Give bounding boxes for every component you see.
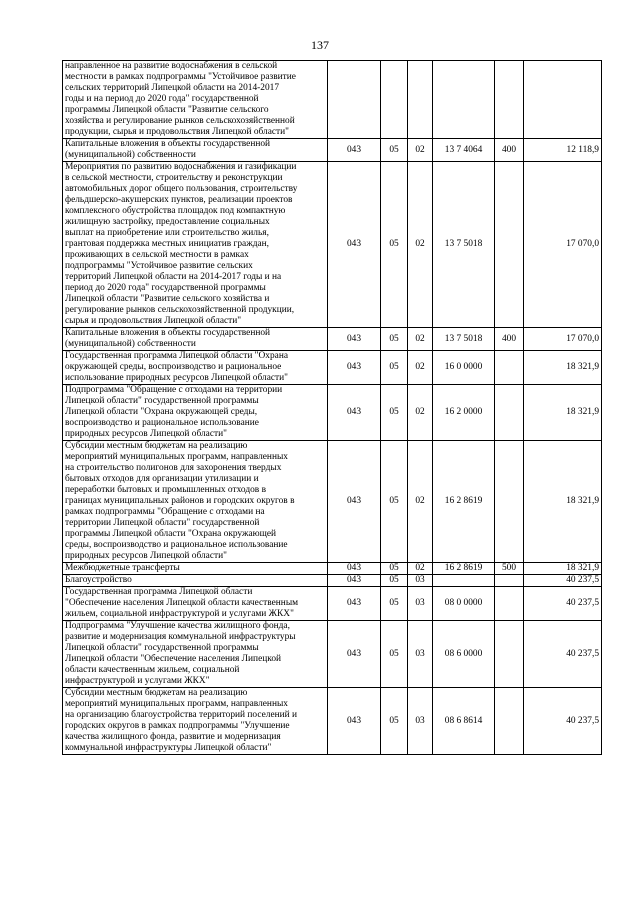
cell-amount: 18 321,9 xyxy=(524,385,602,441)
cell-amount: 40 237,5 xyxy=(524,621,602,688)
description-line: воспроизводство и рациональное использование xyxy=(65,418,259,428)
description-line: период до 2020 года" государственной программы xyxy=(65,283,266,293)
description-line: переработки бытовых и промышленных отходов в xyxy=(65,485,266,495)
description-line: программы Липецкой области "Охрана окружающей xyxy=(65,529,277,539)
description-line: Государственная программа Липецкой области xyxy=(65,587,253,597)
description-line: автомобильных дорог общего пользования, строительству xyxy=(65,184,298,194)
cell-expense-type xyxy=(495,441,524,563)
cell-grbs-code: 043 xyxy=(328,563,381,575)
cell-description xyxy=(63,162,328,328)
table-row xyxy=(63,621,602,688)
description-line: использование природных ресурсов Липецкой области" xyxy=(65,373,288,383)
cell-expense-type xyxy=(495,621,524,688)
cell-description xyxy=(63,587,328,621)
cell-target-article: 13 7 4064 xyxy=(433,139,495,162)
cell-grbs-code: 043 xyxy=(328,385,381,441)
table-row xyxy=(63,351,602,385)
cell-description xyxy=(63,688,328,755)
cell-subsection-code: 03 xyxy=(408,688,433,755)
description-line: природных ресурсов Липецкой области" xyxy=(65,429,227,439)
description-line: сырья и продовольствия Липецкой области" xyxy=(65,316,242,326)
cell-expense-type xyxy=(495,162,524,328)
description-line: "Обеспечение населения Липецкой области качественным xyxy=(65,598,299,608)
description-line: развитие и модернизация коммунальной инфраструктуры xyxy=(65,632,296,642)
description-line: грантовая поддержка местных инициатив граждан, xyxy=(65,239,269,249)
cell-section-code: 05 xyxy=(381,139,408,162)
description-line: хозяйства и регулирование рынков сельскохозяйственной xyxy=(65,116,295,126)
description-line: продукции, сырья и продовольствия Липецкой области" xyxy=(65,127,289,137)
cell-subsection-code: 03 xyxy=(408,621,433,688)
cell-description xyxy=(63,621,328,688)
cell-description xyxy=(63,563,328,575)
cell-amount: 40 237,5 xyxy=(524,587,602,621)
page-number: 137 xyxy=(311,38,329,52)
description-line: мероприятий муниципальных программ, направленных xyxy=(65,699,288,709)
cell-amount: 18 321,9 xyxy=(524,351,602,385)
description-line: Липецкой области" государственной программы xyxy=(65,643,259,653)
cell-grbs-code: 043 xyxy=(328,688,381,755)
description-line: проживающих в сельской местности в рамках xyxy=(65,250,249,260)
description-line: регулирование рынков сельскохозяйственной продукции, xyxy=(65,305,295,315)
description-line: Субсидии местным бюджетам на реализацию xyxy=(65,688,248,698)
cell-expense-type: 400 xyxy=(495,328,524,351)
cell-amount: 40 237,5 xyxy=(524,688,602,755)
cell-target-article xyxy=(433,61,495,139)
cell-target-article: 16 2 8619 xyxy=(433,441,495,563)
cell-target-article xyxy=(433,575,495,587)
description-line: среды, воспроизводство и рациональное использование xyxy=(65,540,288,550)
cell-description xyxy=(63,441,328,563)
description-line: инфраструктурой и услугами ЖКХ" xyxy=(65,676,210,686)
cell-target-article: 08 6 8614 xyxy=(433,688,495,755)
cell-subsection-code: 03 xyxy=(408,575,433,587)
cell-description xyxy=(63,61,328,139)
description-line: Липецкой области "Обеспечение населения Липецкой xyxy=(65,654,282,664)
table-row xyxy=(63,139,602,162)
cell-description xyxy=(63,385,328,441)
cell-amount xyxy=(524,61,602,139)
cell-amount: 18 321,9 xyxy=(524,441,602,563)
cell-grbs-code: 043 xyxy=(328,621,381,688)
cell-subsection-code: 03 xyxy=(408,587,433,621)
cell-expense-type xyxy=(495,575,524,587)
cell-expense-type xyxy=(495,351,524,385)
description-line: программы Липецкой области "Развитие сельского xyxy=(65,105,269,115)
description-line: окружающей среды, воспроизводство и рациональное xyxy=(65,362,282,372)
cell-target-article: 08 0 0000 xyxy=(433,587,495,621)
cell-grbs-code: 043 xyxy=(328,162,381,328)
table-row xyxy=(63,328,602,351)
description-line: границах муниципальных районов и городских округов в xyxy=(65,496,295,506)
description-line: Государственная программа Липецкой области "Охрана xyxy=(65,351,288,361)
cell-description xyxy=(63,139,328,162)
description-line: коммунальной инфраструктуры Липецкой области" xyxy=(65,743,272,753)
description-line: Субсидии местным бюджетам на реализацию xyxy=(65,441,248,451)
description-line: на строительство полигонов для захоронения твердых xyxy=(65,463,282,473)
cell-grbs-code: 043 xyxy=(328,328,381,351)
cell-target-article: 13 7 5018 xyxy=(433,328,495,351)
cell-grbs-code xyxy=(328,61,381,139)
description-line: городских округов в рамках подпрограммы "Улучшение xyxy=(65,721,290,731)
description-line: бытовых отходов для организации утилизации и xyxy=(65,474,259,484)
table-row xyxy=(63,587,602,621)
description-line: фельдшерско-акушерских пунктов, реализации проектов xyxy=(65,195,293,205)
cell-expense-type: 400 xyxy=(495,139,524,162)
cell-amount: 17 070,0 xyxy=(524,162,602,328)
cell-expense-type xyxy=(495,587,524,621)
cell-subsection-code: 02 xyxy=(408,162,433,328)
description-line: направленное на развитие водоснабжения в сельской xyxy=(65,61,278,71)
cell-section-code xyxy=(381,61,408,139)
cell-amount: 17 070,0 xyxy=(524,328,602,351)
cell-grbs-code: 043 xyxy=(328,441,381,563)
cell-amount: 18 321,9 xyxy=(524,563,602,575)
cell-grbs-code: 043 xyxy=(328,575,381,587)
cell-expense-type xyxy=(495,385,524,441)
cell-subsection-code: 02 xyxy=(408,563,433,575)
cell-grbs-code: 043 xyxy=(328,139,381,162)
cell-target-article: 08 6 0000 xyxy=(433,621,495,688)
table-row xyxy=(63,61,602,139)
description-line: рамках подпрограммы "Обращение с отходами на xyxy=(65,507,265,517)
description-line: выплат на приобретение или строительство жилья, xyxy=(65,228,269,238)
cell-amount: 40 237,5 xyxy=(524,575,602,587)
cell-subsection-code: 02 xyxy=(408,441,433,563)
description-line: жилищную застройку, предоставление социальных xyxy=(65,217,270,227)
cell-target-article: 16 2 8619 xyxy=(433,563,495,575)
description-line: Липецкой области "Охрана окружающей среды, xyxy=(65,407,258,417)
description-line: Липецкой области" государственной программы xyxy=(65,396,259,406)
description-line: сельских территорий Липецкой области на 2014-2017 xyxy=(65,83,280,93)
cell-section-code: 05 xyxy=(381,575,408,587)
table-row xyxy=(63,385,602,441)
cell-section-code: 05 xyxy=(381,441,408,563)
table-row xyxy=(63,162,602,328)
table-row xyxy=(63,688,602,755)
description-line: в сельской местности, строительству и реконструкции xyxy=(65,173,283,183)
description-line: комплексного обустройства площадок под компактную xyxy=(65,206,286,216)
cell-subsection-code: 02 xyxy=(408,139,433,162)
description-line: Капитальные вложения в объекты государственной xyxy=(65,328,271,338)
cell-subsection-code xyxy=(408,61,433,139)
table-row xyxy=(63,575,602,587)
cell-section-code: 05 xyxy=(381,621,408,688)
cell-section-code: 05 xyxy=(381,587,408,621)
cell-expense-type xyxy=(495,61,524,139)
cell-target-article: 16 2 0000 xyxy=(433,385,495,441)
description-line: Мероприятия по развитию водоснабжения и газификации xyxy=(65,162,297,172)
cell-section-code: 05 xyxy=(381,688,408,755)
description-line: Благоустройство xyxy=(65,575,132,585)
description-line: Подпрограмма "Улучшение качества жилищного фонда, xyxy=(65,621,290,631)
description-line: на организацию благоустройства территорий поселений и xyxy=(65,710,298,720)
description-line: Межбюджетные трансферты xyxy=(65,563,180,573)
cell-description xyxy=(63,351,328,385)
description-line: подпрограммы "Устойчивое развитие сельских xyxy=(65,261,253,271)
table-row xyxy=(63,563,602,575)
description-line: (муниципальной) собственности xyxy=(65,339,196,349)
description-line: природных ресурсов Липецкой области" xyxy=(65,551,227,561)
budget-table xyxy=(62,60,602,755)
cell-section-code: 05 xyxy=(381,351,408,385)
cell-description xyxy=(63,328,328,351)
description-line: мероприятий муниципальных программ, направленных xyxy=(65,452,288,462)
cell-description xyxy=(63,575,328,587)
cell-target-article: 13 7 5018 xyxy=(433,162,495,328)
table-row xyxy=(63,441,602,563)
description-line: качества жилищного фонда, развитие и модернизация xyxy=(65,732,281,742)
cell-grbs-code: 043 xyxy=(328,587,381,621)
description-line: территории Липецкой области" государственной xyxy=(65,518,260,528)
cell-subsection-code: 02 xyxy=(408,351,433,385)
cell-amount: 12 118,9 xyxy=(524,139,602,162)
description-line: Липецкой области "Развитие сельского хозяйства и xyxy=(65,294,270,304)
cell-section-code: 05 xyxy=(381,162,408,328)
description-line: территорий Липецкой области на 2014-2017 годы и на xyxy=(65,272,282,282)
cell-expense-type xyxy=(495,688,524,755)
description-line: области качественным жильем, социальной xyxy=(65,665,240,675)
cell-grbs-code: 043 xyxy=(328,351,381,385)
cell-target-article: 16 0 0000 xyxy=(433,351,495,385)
cell-section-code: 05 xyxy=(381,328,408,351)
cell-subsection-code: 02 xyxy=(408,328,433,351)
description-line: местности в рамках подпрограммы "Устойчивое развитие xyxy=(65,72,296,82)
description-line: Подпрограмма "Обращение с отходами на территории xyxy=(65,385,283,395)
cell-expense-type: 500 xyxy=(495,563,524,575)
cell-subsection-code: 02 xyxy=(408,385,433,441)
description-line: (муниципальной) собственности xyxy=(65,150,196,160)
description-line: годы и на период до 2020 года" государственной xyxy=(65,94,259,104)
cell-section-code: 05 xyxy=(381,385,408,441)
cell-section-code: 05 xyxy=(381,563,408,575)
description-line: Капитальные вложения в объекты государственной xyxy=(65,139,271,149)
description-line: жильем, социальной инфраструктурой и услугами ЖКХ" xyxy=(65,609,294,619)
